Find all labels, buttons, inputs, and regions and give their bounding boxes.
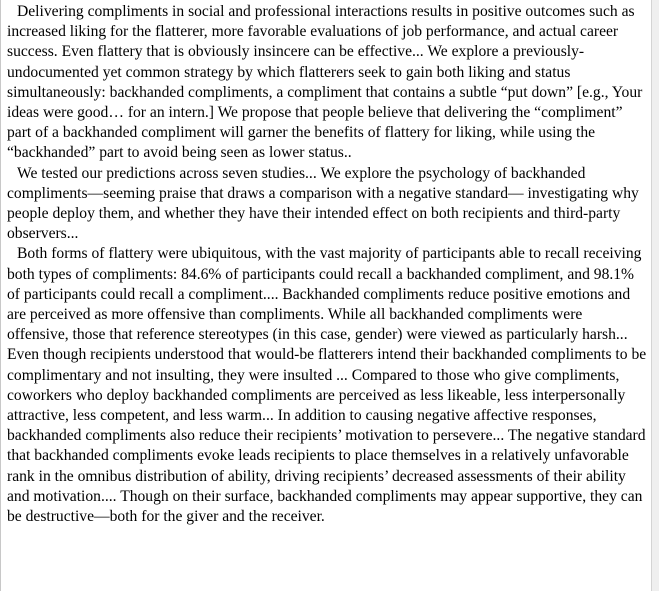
paragraph-findings: Both forms of flattery were ubiquitous, with the vast majority of participants able to recall receiving both types of compliments: 84.6% of participants could recall a backhanded compliment, and 98.1% of participants could recall a compliment.... Backhanded compliments reduce positive emotions and are perceived as more offensive than compliments. While all backhanded compliments were offensive, those that reference stereotypes (in this case, gender) were viewed as particularly harsh... Even though recipients understood that would-be flatterers intend their backhanded compliments to be complimentary and not insulting, they were insulted ... Compared to those who give compliments, coworkers who deploy backhanded compliments are perceived as less likeable, less interpersonally attractive, less competent, and less warm... In addition to causing negative affective responses, backhanded compliments also reduce their recipients’ motivation to persevere... The negative standard that backhanded compliments evoke leads recipients to place themselves in a relatively unfavorable rank in the omnibus distribution of ability, driving recipients’ decreased assessments of their ability and motivation.... Though on their surface, backhanded compliments may appear supportive, they can be destructive—both for the giver and the receiver. [7, 245, 647, 526]
paragraph-studies: We tested our predictions across seven studies... We explore the psychology of backhanded compliments—seeming praise that draws a comparison with a negative standard— investigating why people deploy them, and whether they have their intended effect on both recipients and third-party observers... [7, 164, 639, 243]
document-body [7, 2, 647, 527]
vertical-scrollbar[interactable] [651, 0, 659, 591]
paragraph-intro: Delivering compliments in social and professional interactions results in positive outcomes such as increased liking for the flatterer, more favorable evaluations of job performance, and actual career success. Even flattery that is obviously insincere can be effective... We explore a previously-undocumented yet common strategy by which flatterers seek to gain both liking and status simultaneously: backhanded compliments, a compliment that contains a subtle “put down” [e.g., Your ideas were good… for an intern.] We propose that people believe that delivering the “compliment” part of a backhanded compliment will garner the benefits of flattery for liking, while using the “backhanded” part to avoid being seen as lower status.. [7, 3, 643, 162]
